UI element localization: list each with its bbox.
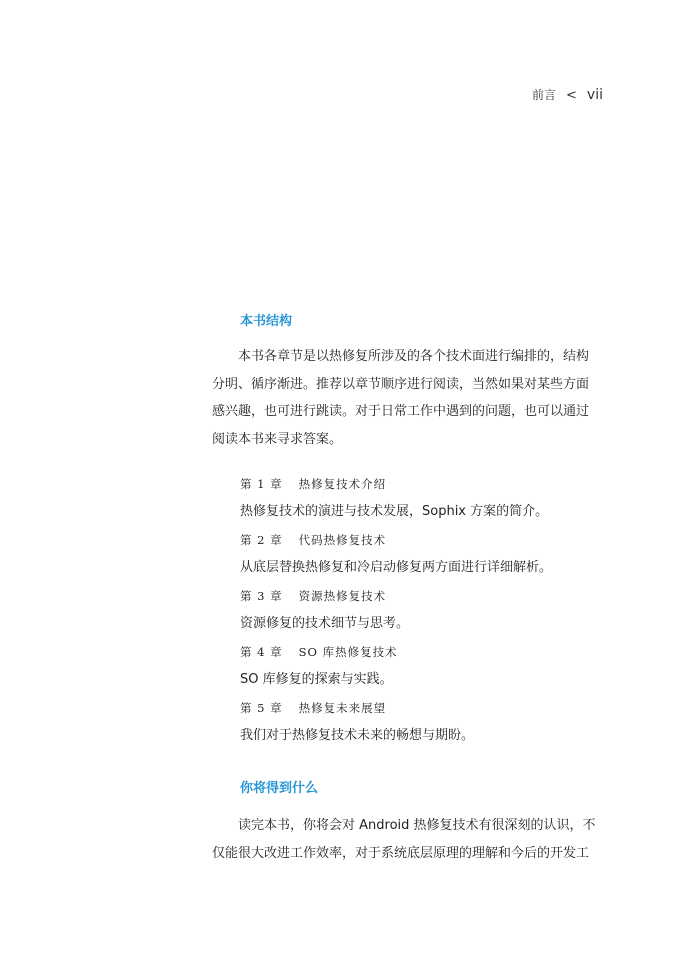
chapter-list bbox=[240, 470, 603, 750]
chapter-title: SO 库热修复技术 bbox=[298, 645, 398, 659]
chapter-number: 第 3 章 bbox=[240, 589, 283, 603]
chapter-heading bbox=[240, 638, 603, 666]
chapter-description: 我们对于热修复技术未来的畅想与期盼。 bbox=[240, 728, 475, 743]
paragraph-line: 分明、循序渐进。推荐以章节顺序进行阅读，当然如果对某些方面 bbox=[212, 376, 590, 392]
chapter-number: 第 5 章 bbox=[240, 701, 283, 715]
paragraph-line: 本书各章节是以热修复所涉及的各个技术面进行编排的，结构 bbox=[238, 349, 590, 364]
chapter-heading bbox=[240, 470, 603, 498]
chapter-description: SO 库修复的探索与实践。 bbox=[240, 672, 393, 687]
chapter-number: 第 2 章 bbox=[240, 533, 283, 547]
chapter-number: 第 1 章 bbox=[240, 477, 283, 491]
chapter-description: 从底层替换热修复和冷启动修复两方面进行详细解析。 bbox=[240, 560, 553, 575]
chapter-heading bbox=[240, 526, 603, 554]
paragraph-line: 阅读本书来寻求答案。 bbox=[212, 431, 343, 447]
chapter-title: 资源热修复技术 bbox=[298, 589, 387, 603]
structure-intro-paragraph bbox=[212, 343, 603, 453]
chapter-heading bbox=[240, 694, 603, 722]
chapter-description: 热修复技术的演进与技术发展，Sophix 方案的简介。 bbox=[240, 504, 549, 519]
chapter-number: 第 4 章 bbox=[240, 645, 283, 659]
chapter-title: 热修复技术介绍 bbox=[298, 477, 387, 491]
gain-paragraph bbox=[212, 812, 603, 867]
header-separator: < bbox=[566, 88, 577, 103]
paragraph-line: 仅能很大改进工作效率，对于系统底层原理的理解和今后的开发工 bbox=[212, 845, 590, 861]
chapter-heading bbox=[240, 582, 603, 610]
chapter-title: 代码热修复技术 bbox=[298, 533, 387, 547]
paragraph-line: 感兴趣，也可进行跳读。对于日常工作中遇到的问题，也可以通过 bbox=[212, 404, 590, 419]
section-title-gain: 你将得到什么 bbox=[240, 781, 319, 796]
header-section-name: 前言 bbox=[532, 88, 557, 102]
page-number: vii bbox=[586, 87, 603, 103]
running-header bbox=[532, 86, 603, 103]
chapter-title: 热修复未来展望 bbox=[298, 701, 387, 715]
chapter-description: 资源修复的技术细节与思考。 bbox=[240, 616, 410, 631]
paragraph-line: 读完本书，你将会对 Android 热修复技术有很深刻的认识，不 bbox=[238, 818, 596, 833]
section-title-structure: 本书结构 bbox=[240, 314, 293, 329]
